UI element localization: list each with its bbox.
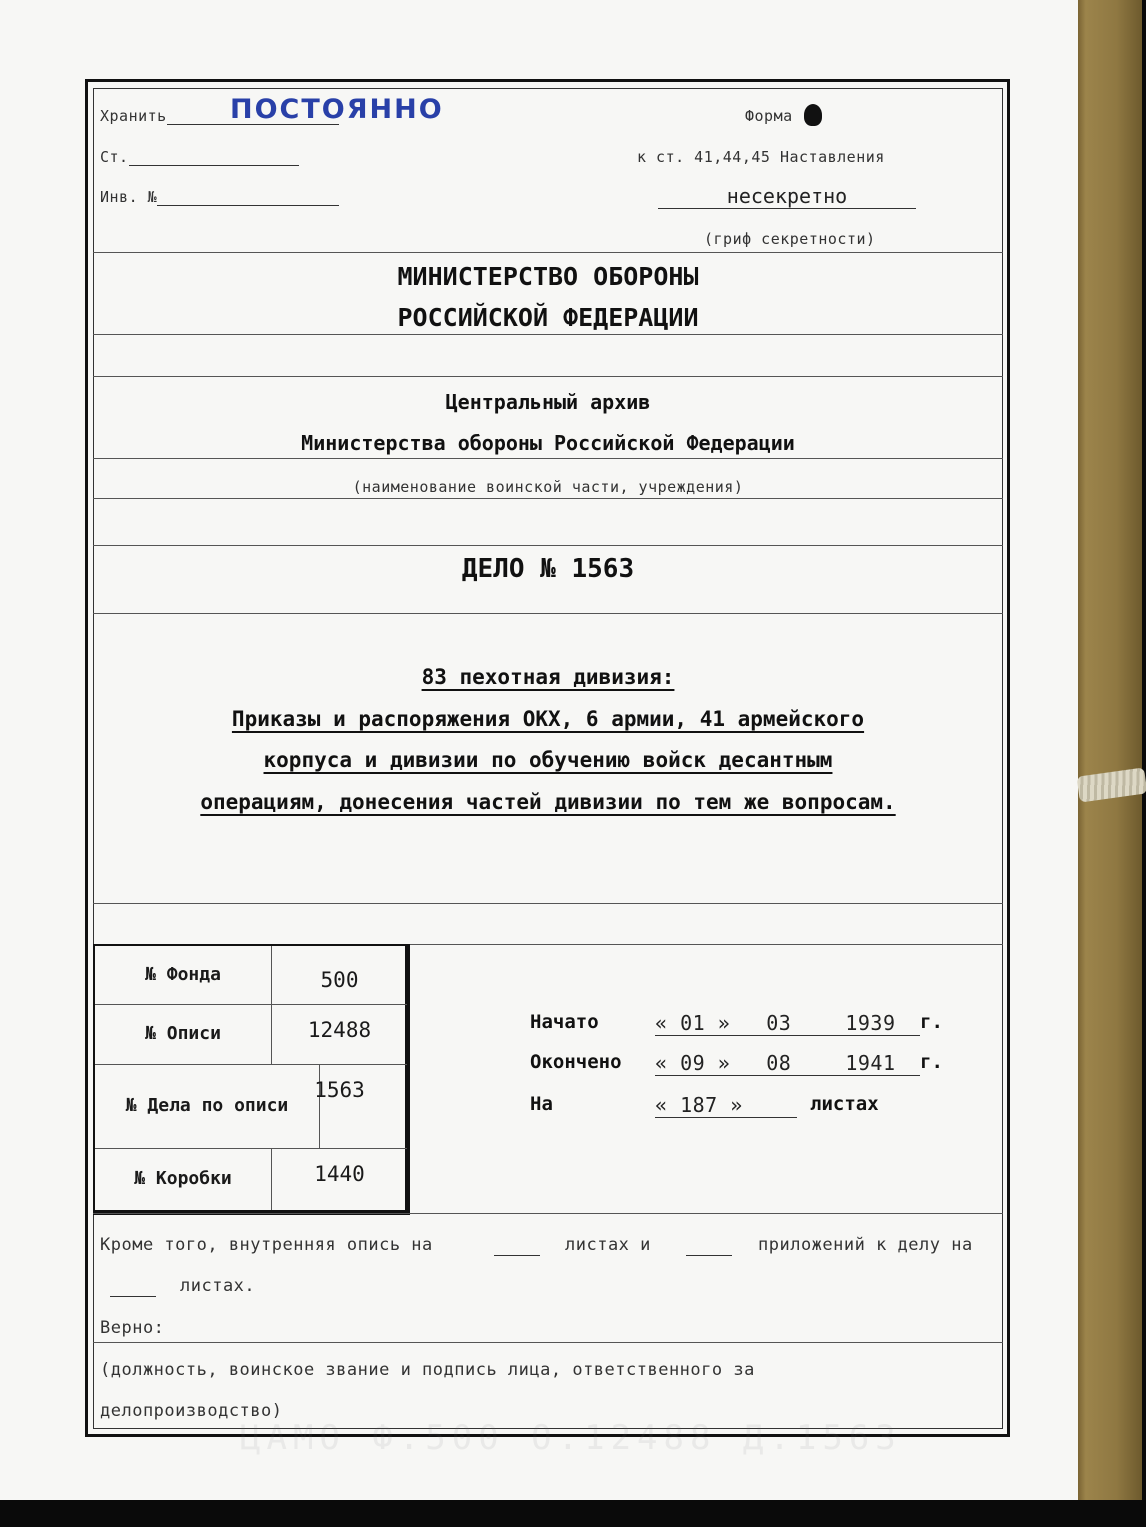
footer-line-1a: Кроме того, внутренняя опись на — [100, 1235, 433, 1255]
table-row — [95, 946, 407, 1005]
inv-label: Инв. № — [100, 188, 158, 206]
fond-value: 500 — [320, 968, 359, 992]
st-label: Ст. — [100, 148, 129, 166]
watermark: ЦАМО Ф.500 О.12488 Д.1563 — [240, 1418, 902, 1458]
footer-line-1c: приложений к делу на — [758, 1235, 973, 1255]
ended-month: 08 — [766, 1051, 792, 1075]
case-title: ДЕЛО № 1563 — [461, 554, 635, 584]
started-year-suffix: г. — [920, 1011, 943, 1033]
sheets-value: « 187 » — [655, 1093, 797, 1118]
ended-label: Окончено — [530, 1051, 622, 1073]
st-row — [100, 148, 299, 166]
inv-row — [100, 188, 339, 206]
subject-line-1: 83 пехотная дивизия: — [421, 665, 675, 689]
instruction-reference: к ст. 41,44,45 Наставления — [637, 148, 885, 166]
divider — [93, 1342, 1003, 1343]
box-label: № Коробки — [95, 1148, 272, 1210]
ended-year: 1941 — [845, 1051, 896, 1075]
table-row — [95, 1148, 407, 1210]
ended-year-suffix: г. — [920, 1051, 943, 1073]
ended-day: « 09 » — [655, 1051, 731, 1075]
divider — [93, 903, 1003, 904]
footer-blank — [494, 1235, 540, 1256]
divider — [93, 613, 1003, 614]
started-day: « 01 » — [655, 1011, 731, 1035]
keep-value-handwritten: ПОСТОЯННО — [230, 94, 444, 125]
keep-label: Хранить — [100, 107, 167, 125]
subject-line-3: корпуса и дивизии по обучению войск десантным — [263, 748, 833, 772]
footer-blank — [686, 1235, 732, 1256]
form-label: Форма — [745, 107, 793, 125]
archive-caption: (наименование воинской части, учреждения) — [352, 478, 744, 496]
started-month: 03 — [766, 1011, 792, 1035]
sheets-suffix: листах — [810, 1093, 879, 1115]
divider — [93, 252, 1003, 253]
delo-label: № Дела по описи — [95, 1064, 320, 1148]
archive-line-2: Министерства обороны Российской Федерации — [301, 431, 795, 455]
opis-label: № Описи — [95, 1004, 272, 1064]
table-row — [95, 1004, 407, 1065]
footer-blank — [110, 1276, 156, 1297]
subject-line-2: Приказы и распоряжения ОКХ, 6 армии, 41 армейского — [231, 707, 865, 731]
footer-line-1b: листах и — [565, 1235, 651, 1255]
sheets-label: На — [530, 1093, 553, 1115]
responsible-caption-1: (должность, воинское звание и подпись лица, ответственного за — [100, 1360, 755, 1380]
divider — [93, 498, 1003, 499]
cardboard-folder-edge — [1078, 0, 1142, 1500]
divider — [93, 458, 1003, 459]
delo-value: 1563 — [314, 1078, 365, 1102]
opis-value: 12488 — [307, 1018, 372, 1042]
divider — [93, 376, 1003, 377]
started-date — [655, 1011, 920, 1036]
archive-line-1: Центральный архив — [445, 390, 651, 414]
divider — [93, 545, 1003, 546]
fond-label: № Фонда — [95, 946, 272, 1004]
footer-line-2: листах. — [180, 1276, 256, 1296]
ink-blot-stamp — [804, 104, 822, 126]
ended-date — [655, 1051, 920, 1076]
started-year: 1939 — [845, 1011, 896, 1035]
subject-line-4: операциям, донесения частей дивизии по тем же вопросам. — [200, 790, 896, 814]
ministry-line-2: РОССИЙСКОЙ ФЕДЕРАЦИИ — [397, 303, 699, 332]
divider — [93, 1213, 1003, 1214]
inv-blank — [157, 205, 339, 206]
started-label: Начато — [530, 1011, 599, 1033]
responsible-caption-2: делопроизводство) — [100, 1401, 283, 1421]
archive-codes-table — [93, 944, 410, 1215]
table-row — [95, 1064, 407, 1149]
st-blank — [129, 165, 299, 166]
secrecy-value: несекретно — [658, 184, 916, 209]
verified-label: Верно: — [100, 1318, 165, 1338]
secrecy-caption: (гриф секретности) — [704, 230, 876, 248]
divider — [93, 334, 1003, 335]
box-value: 1440 — [314, 1162, 365, 1186]
ministry-line-1: МИНИСТЕРСТВО ОБОРОНЫ — [397, 262, 699, 291]
